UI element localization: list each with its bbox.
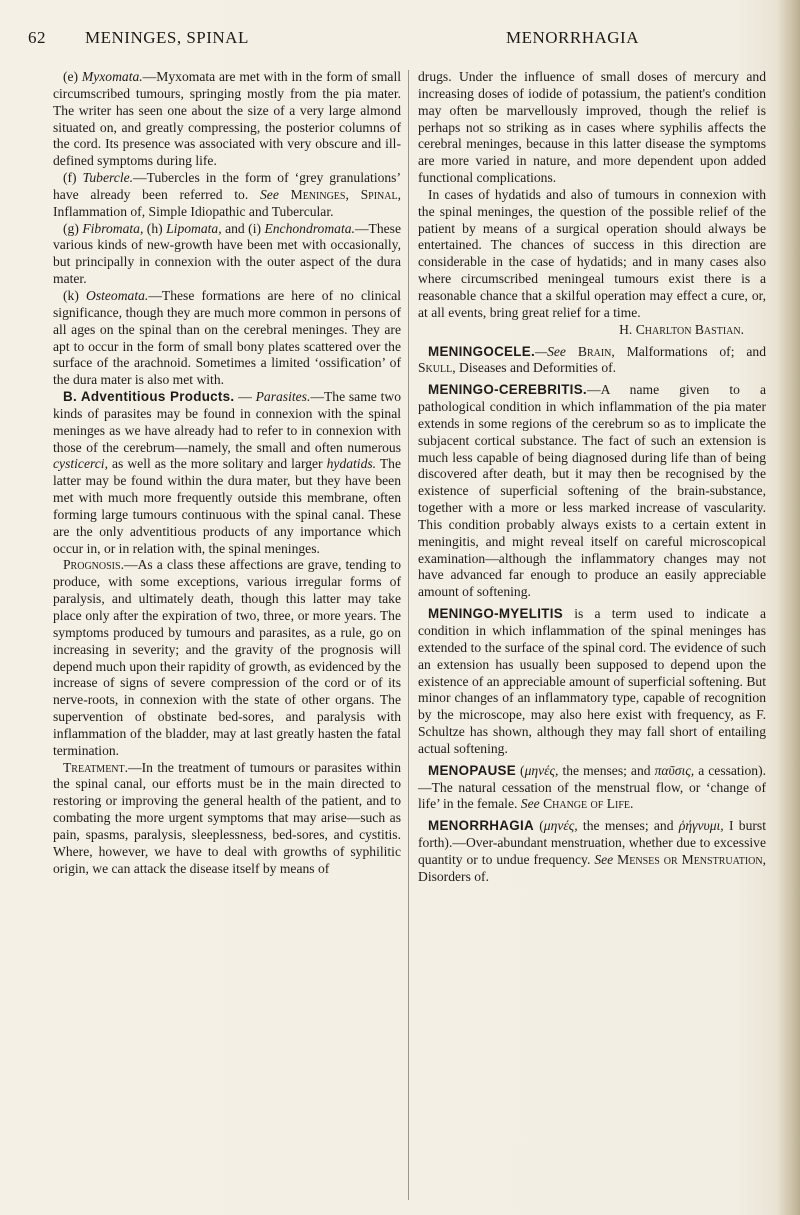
term-hydatids: hydatids. bbox=[326, 456, 377, 472]
headword-meningo-myelitis: MENINGO-MYELITIS bbox=[428, 606, 563, 622]
cross-reference-change-of-life[interactable]: Change of Life. bbox=[543, 796, 634, 812]
term-lipomata: Lipomata, bbox=[166, 220, 222, 236]
left-column bbox=[53, 69, 401, 878]
paragraph-tubercle: (f) Tubercle.—Tubercles in the form of ‘grey granulations’ have already been referred to. See Meninges, Spinal, Inflammation of, Simple Idiopathic and Tubercular. bbox=[53, 170, 402, 219]
paragraph-treatment-continued: drugs. Under the influence of small doses of mercury and increasing doses of iodide of potassium, the patient's condition may often be marvellously improved, though the relief is perhaps not so striking as in cases where syphilis affects the cerebral meninges, because in this latter disease the symptoms are more varied in nature, and more dependent upon added functional complications. bbox=[418, 69, 766, 186]
entry-meningo-cerebritis: MENINGO-CEREBRITIS.—A name given to a pathological condition in which inflammation of the pia mater extends in some regions of the cerebrum so as to implicate the subjacent cortical substance. The fact of such an extension is much less capable of being diagnosed during life than of being discovered after death, but it may then be recognised by the existence of superficial softening of the brain-substance, together with a more or less marked increase of vascularity. This condition probably always exists to a certain extent in meningitis, and might reveal itself on careful microscopical examination—although the inflammatory changes may not have advanced far enough to produce an easily appreciable amount of softening. bbox=[418, 382, 766, 600]
term-cysticerci: cysticerci, bbox=[53, 456, 108, 472]
label-treatment: Treatment. bbox=[63, 759, 129, 775]
left-running-title: MENINGES, SPINAL bbox=[85, 28, 249, 47]
paragraph-prognosis: Prognosis.—As a class these affections are grave, tending to produce, with some exceptions, various irregular forms of paralysis, and ultimately death, though this latter may take place only after the expiration of two, three, or more years. The symptoms produced by tumours and parasites, as a rule, go on increasing in severity; and the gravity of the prognosis will depend much upon their rapidity of growth, as evidenced by the increase of signs of severe compression of the cord or of its nerve-roots, in connexion with the state of other organs. The supervention of obstinate bed-sores, and paralysis with inflammation of the bladder, may at last greatly hasten the fatal termination. bbox=[53, 557, 401, 758]
term-fibromata: Fibromata, bbox=[82, 220, 144, 236]
author-signature: H. Charlton Bastian. bbox=[619, 321, 744, 337]
page-number: 62 bbox=[28, 28, 46, 47]
greek-term-rhegnumi: ῥήγνυμι, bbox=[678, 818, 724, 834]
paragraph-treatment: Treatment.—In the treatment of tumours or parasites within the spinal canal, our efforts must be in the main directed to restoring or improving the general health of the patient, and to combating the more urgent symptoms that may arise—such as pain, spasms, paralysis, sleeplessness, bed-sores, and cystitis. Where, however, we have to deal with growths of syphilitic origin, we can attack the disease itself by means of bbox=[53, 759, 401, 876]
entry-menorrhagia: MENORRHAGIA (μηνές, the menses; and ῥήγνυμι, I burst forth).—Over-abundant menstruation, whether due to excessive quantity or to undue frequency. See Menses or Menstruation, Disorders of. bbox=[418, 818, 766, 884]
term-enchondromata: Enchondromata. bbox=[264, 220, 355, 236]
headword-menopause: MENOPAUSE bbox=[428, 762, 517, 778]
label-prognosis: Prognosis. bbox=[63, 557, 124, 573]
cross-reference-brain[interactable]: Brain, bbox=[577, 343, 615, 359]
paragraph-adventitious-products: B. Adventitious Products. — Parasites.—The same two kinds of parasites may be found in connexion with the spinal meninges as we have already had to refer to in connexion with those of the cerebrum—namely, the small and often numerous cysticerci, as well as the more solitary and larger hydatids. The latter may be found within the dura mater, but they have been met with much more frequently outside this membrane, often forming large tumours continuous with the spinal canal. These are the only adventitious products of any importance which occur in, or in relation with, the spinal meninges. bbox=[53, 389, 401, 556]
paragraph-fibromata: (g) Fibromata, (h) Lipomata, and (i) Enchondromata.—These various kinds of new-growth have been met with occasionally, but principally in connexion with the outer aspect of the dura mater. bbox=[53, 220, 402, 287]
entry-meningo-myelitis: MENINGO-MYELITIS is a term used to indicate a condition in which inflammation of the spinal meninges has extended to the surface of the spinal cord. The evidence of such an extension has usually been supposed to depend upon the existence of an appreciable amount of superficial softening. But minor changes of an inflammatory type, capable of recognition by the microscope, may also here exist with frequency, as F. Schultze has shown, although they may fall short of entailing actual softening. bbox=[418, 606, 766, 756]
greek-term-menes: μηνές, bbox=[524, 762, 559, 778]
headword-meningo-cerebritis: MENINGO-CEREBRITIS. bbox=[428, 382, 587, 398]
right-running-title: MENORRHAGIA bbox=[506, 28, 639, 47]
column-divider bbox=[408, 70, 409, 1200]
cross-reference-skull[interactable]: Skull, bbox=[418, 360, 456, 376]
paragraph-osteomata: (k) Osteomata.—These formations are here of no clinical significance, though they are much more common in persons of all ages on the spinal than on the cerebral meninges. They are apt to occur in the form of small bony plates scattered over the surface of the arachnoid. Sometimes a limited ‘ossification’ of the dura mater is also met with. bbox=[53, 287, 402, 388]
section-heading-adventitious: B. Adventitious Products. bbox=[63, 389, 235, 405]
term-parasites: Parasites. bbox=[255, 389, 311, 405]
running-header bbox=[28, 28, 763, 54]
headword-menorrhagia: MENORRHAGIA bbox=[428, 818, 534, 834]
right-column bbox=[418, 69, 766, 886]
term-myxomata: Myxomata. bbox=[81, 69, 143, 84]
cross-reference-meninges[interactable]: Meninges, Spinal, bbox=[290, 186, 402, 202]
entry-menopause: MENOPAUSE (μηνές, the menses; and παῦσις, a cessation).—The natural cessation of the menstrual flow, or ‘change of life’ in the female. See Change of Life. bbox=[418, 762, 767, 812]
term-osteomata: Osteomata. bbox=[86, 287, 149, 303]
cross-reference-menses[interactable]: Menses or Menstruation, bbox=[617, 851, 766, 867]
paragraph-myxomata: (e) Myxomata.—Myxomata are met with in the form of small circumscribed tumours, springing mostly from the pia mater. The writer has seen one about the size of a very large almond situated on, and greatly compressing, the posterior columns of the cord. Its presence was associated with very obscure and ill-defined symptoms during life. bbox=[53, 69, 401, 169]
entry-meningocele: MENINGOCELE.—See Brain, Malformations of; and Skull, Diseases and Deformities of. bbox=[418, 343, 767, 376]
term-tubercle: Tubercle. bbox=[82, 170, 134, 186]
headword-meningocele: MENINGOCELE. bbox=[428, 343, 536, 359]
greek-term-menes-2: μηνές, bbox=[543, 818, 578, 834]
greek-term-pausis: παῦσις, bbox=[654, 762, 695, 778]
paragraph-hydatids-surgery: In cases of hydatids and also of tumours in connexion with the spinal meninges, the question of the possible relief of the patient by means of a surgical operation should always be entertained. The chances of success in this direction are considerable in the case of hydatids; and in many cases also where circumscribed meningeal tumours exist there is a reasonable chance that a skilful operation may effect a cure, or, at all events, bring great relief for a time. bbox=[418, 186, 766, 320]
page-edge bbox=[778, 0, 800, 1215]
